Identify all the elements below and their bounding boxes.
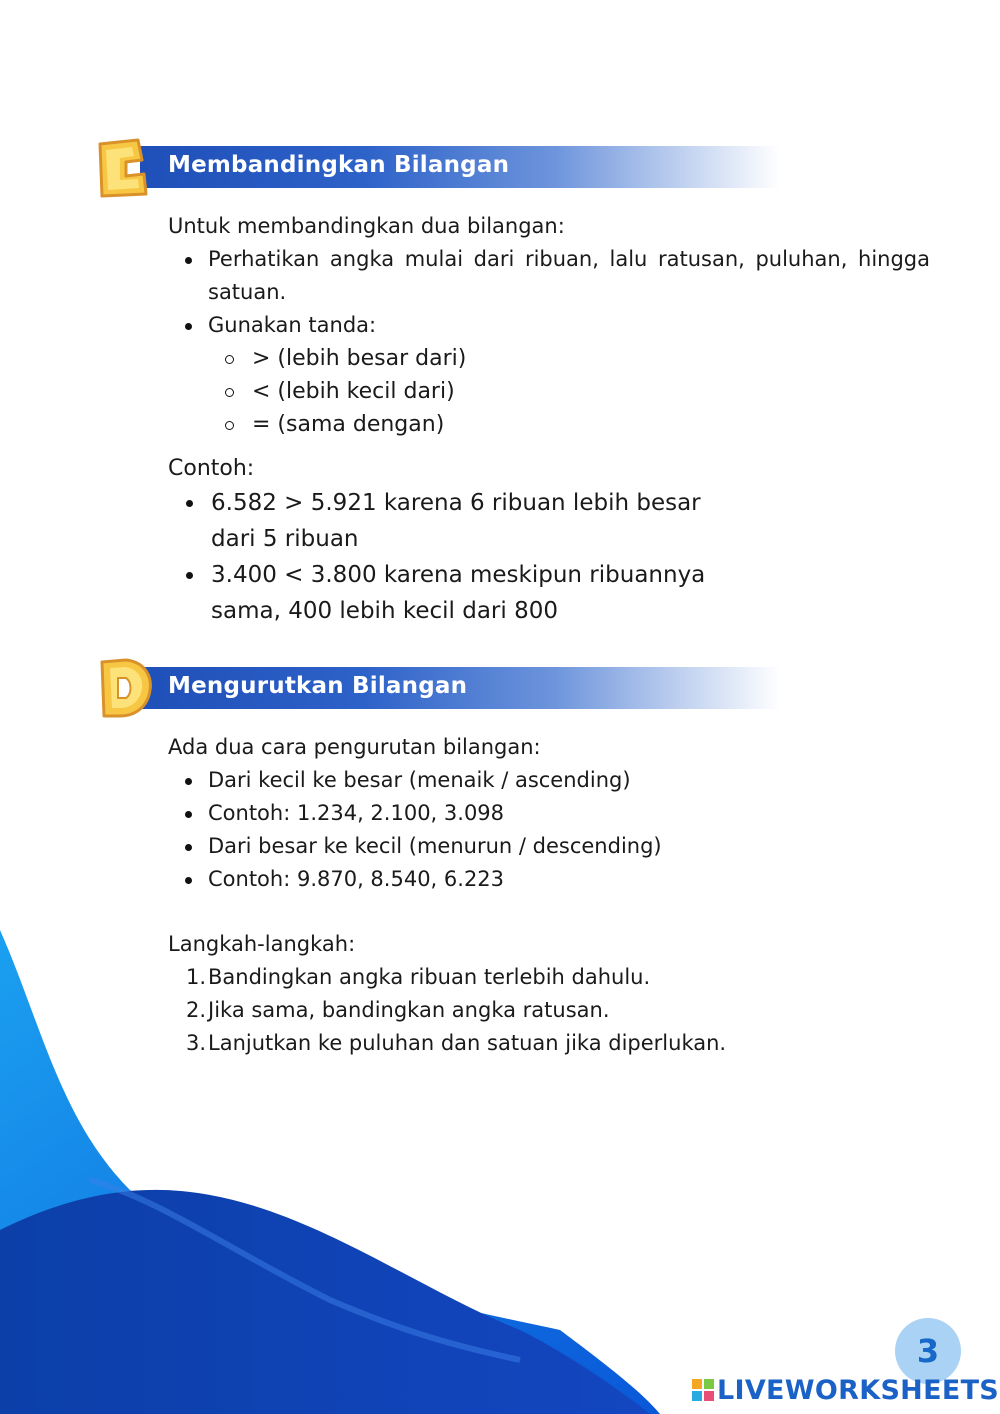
steps-list <box>168 961 868 1060</box>
step-item <box>168 994 868 1027</box>
bullet-text: Dari kecil ke besar (menaik / ascending) <box>208 768 631 792</box>
step-number: 1. <box>185 965 206 989</box>
list-item <box>168 797 808 830</box>
section-c-bullets <box>168 243 930 441</box>
bullet-text: Dari besar ke kecil (menurun / descending) <box>208 834 662 858</box>
list-item <box>168 863 808 896</box>
brand-name: LIVEWORKSHEETS <box>717 1374 1000 1406</box>
step-item <box>168 961 868 994</box>
example-text: 6.582 > 5.921 karena 6 ribuan lebih besar dari 5 ribuan <box>211 490 701 552</box>
letter-c-badge-icon <box>92 136 152 200</box>
bullet-text: Contoh: 1.234, 2.100, 3.098 <box>208 801 505 825</box>
sign-item: > (lebih besar dari) <box>208 342 930 375</box>
section-d-title: Mengurutkan Bilangan <box>168 673 468 699</box>
example-text: 3.400 < 3.800 karena meskipun ribuannya sama, 400 lebih kecil dari 800 <box>211 562 706 624</box>
section-c-title: Membandingkan Bilangan <box>168 152 510 178</box>
step-number: 2. <box>185 998 206 1022</box>
bullet-text: Contoh: 9.870, 8.540, 6.223 <box>208 867 505 891</box>
sign-item: = (sama dengan) <box>208 408 930 441</box>
example-label: Contoh: <box>168 456 255 481</box>
section-d-banner <box>140 667 780 709</box>
list-item <box>168 557 738 629</box>
page-number-badge: 3 <box>895 1318 961 1384</box>
step-text: Jika sama, bandingkan angka ratusan. <box>208 998 610 1022</box>
section-d-intro: Ada dua cara pengurutan bilangan: <box>168 735 541 759</box>
step-text: Lanjutkan ke puluhan dan satuan jika diperlukan. <box>208 1031 727 1055</box>
section-c-intro: Untuk membandingkan dua bilangan: <box>168 214 565 238</box>
liveworksheets-logo-icon <box>692 1379 714 1401</box>
section-d-bullets <box>168 764 808 896</box>
bullet-text: Perhatikan angka mulai dari ribuan, lalu ratusan, puluhan, hingga satuan. <box>208 247 930 304</box>
list-item <box>168 243 930 309</box>
steps-label: Langkah-langkah: <box>168 932 356 956</box>
step-item <box>168 1027 868 1060</box>
list-item <box>168 764 808 797</box>
sign-list <box>208 342 930 441</box>
step-number: 3. <box>185 1031 206 1055</box>
list-item <box>168 309 930 441</box>
section-c-banner <box>140 146 780 188</box>
bullet-text: Gunakan tanda: <box>208 313 377 337</box>
sign-item: < (lebih kecil dari) <box>208 375 930 408</box>
list-item <box>168 830 808 863</box>
step-text: Bandingkan angka ribuan terlebih dahulu. <box>208 965 651 989</box>
list-item <box>168 485 738 557</box>
liveworksheets-brand <box>692 1372 999 1408</box>
letter-d-badge-icon <box>96 656 156 720</box>
example-list <box>168 485 738 629</box>
